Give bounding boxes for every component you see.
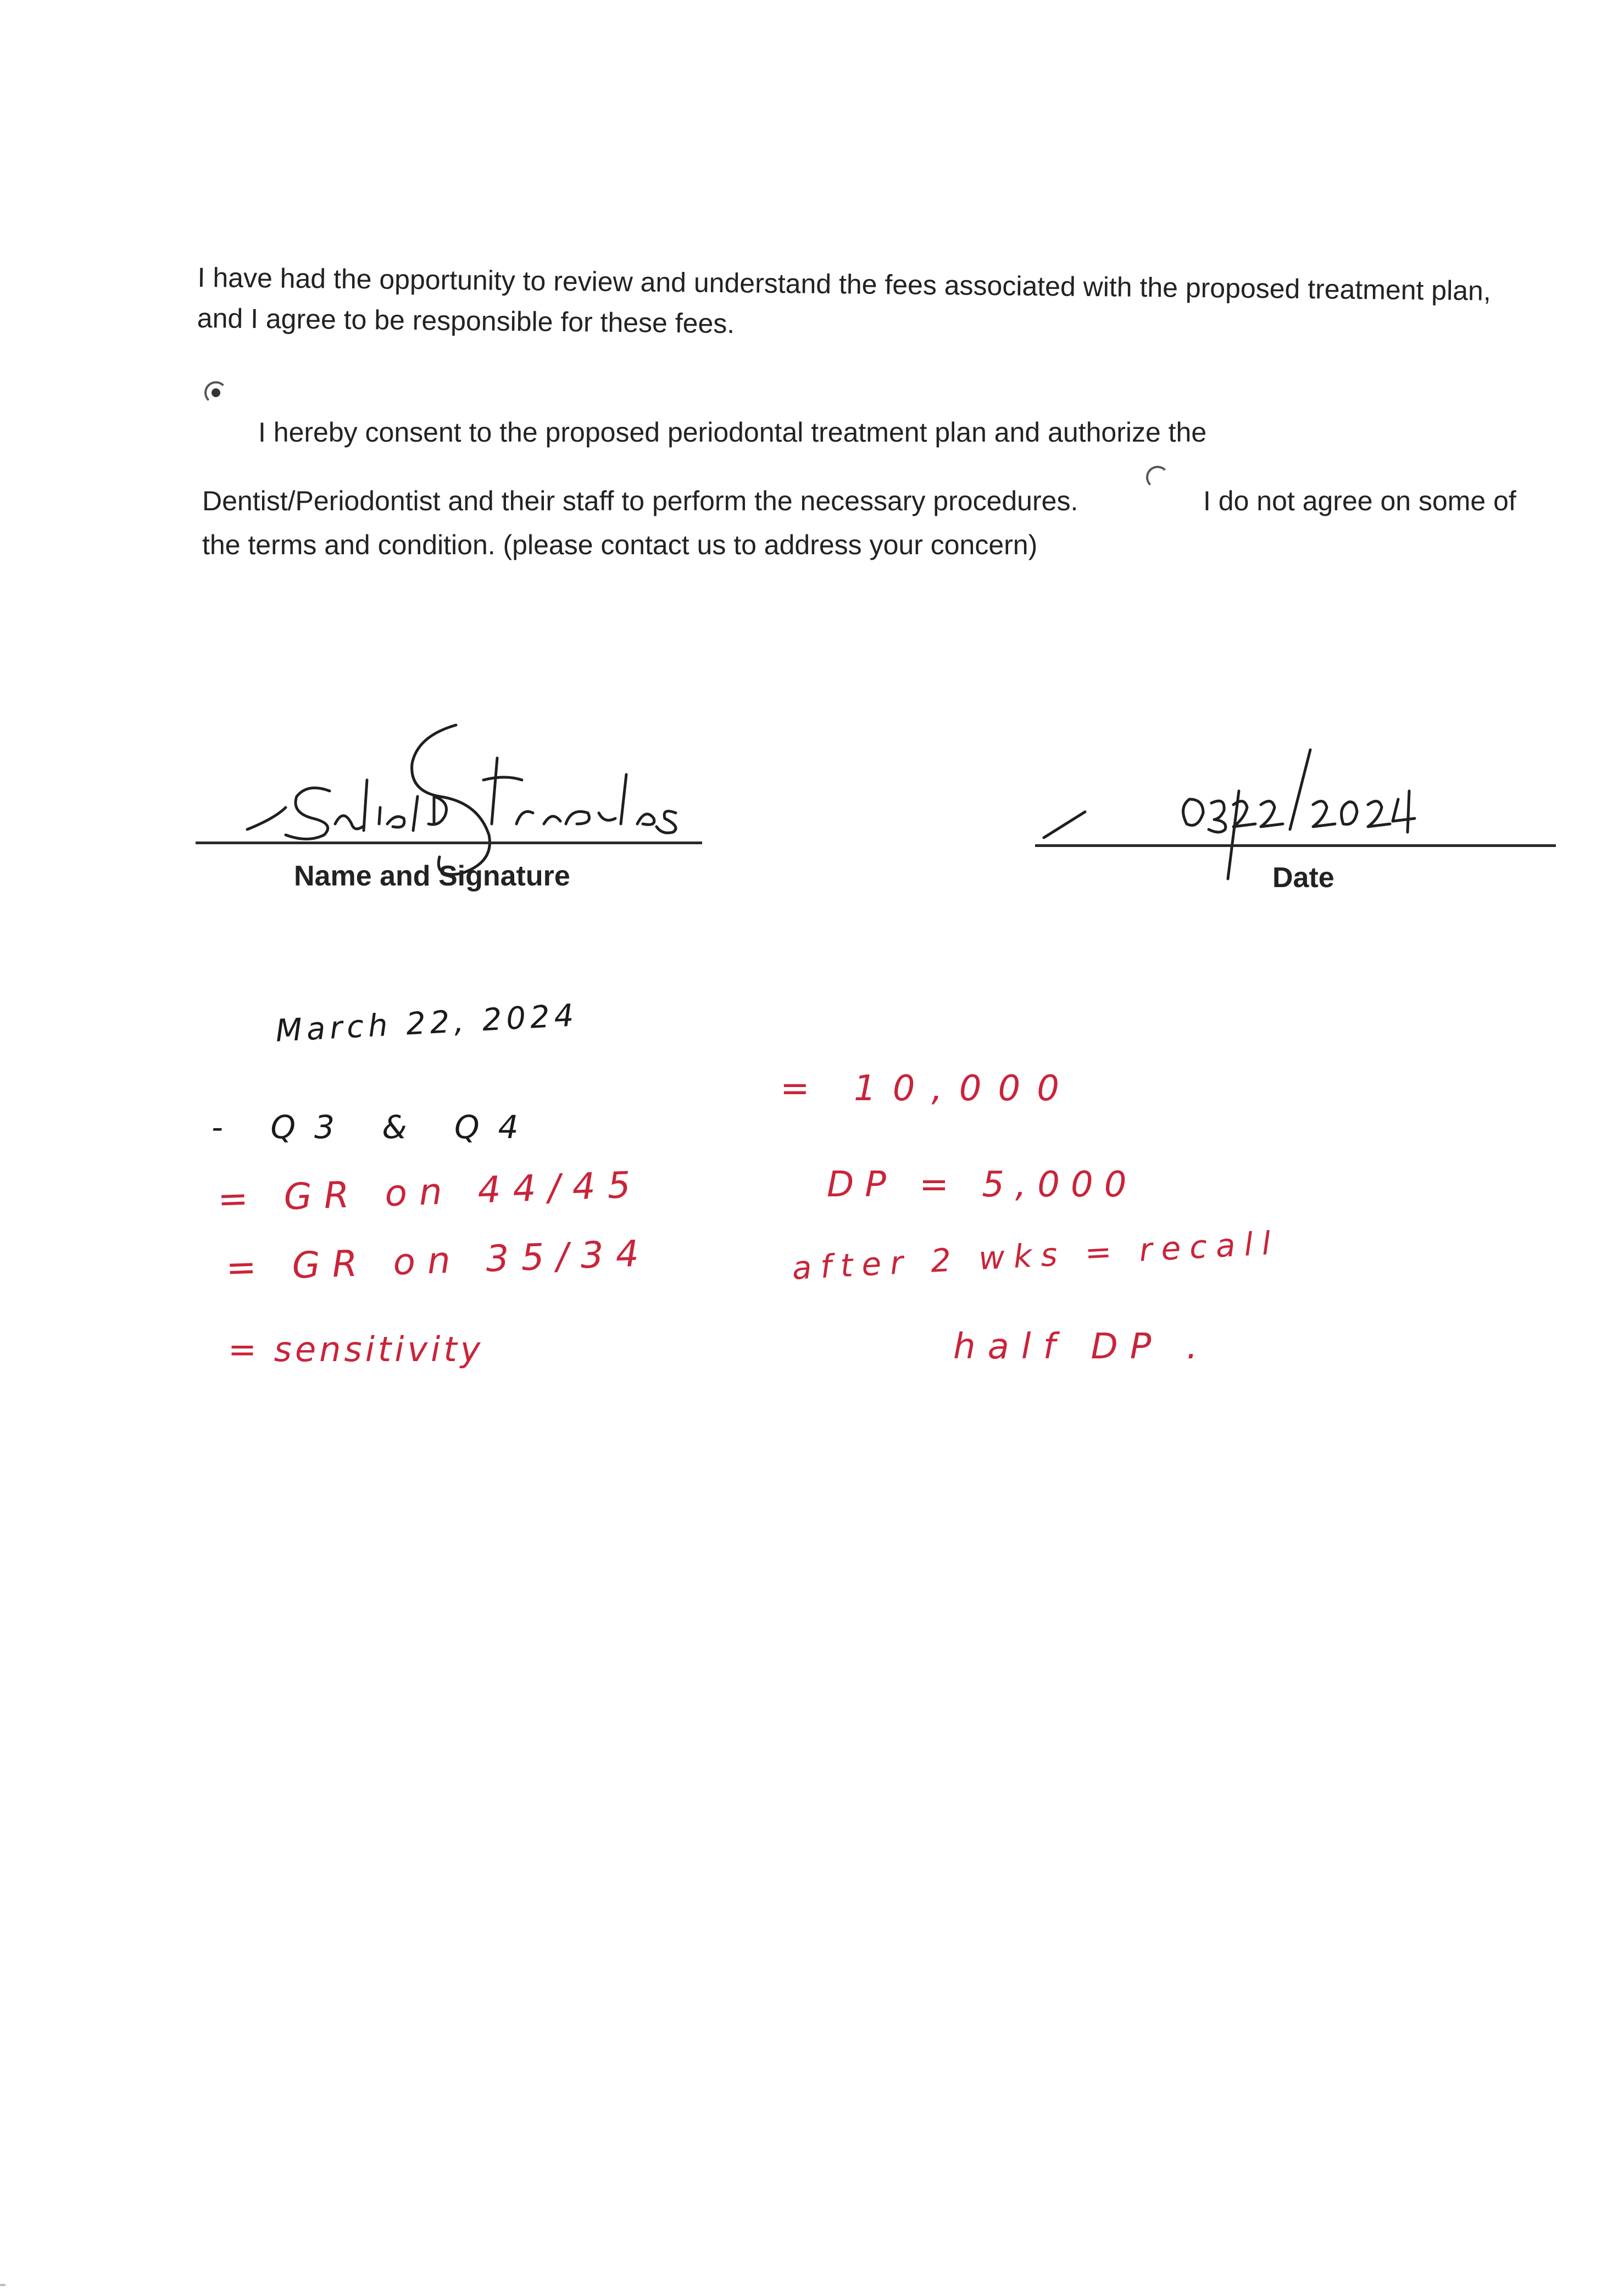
- disagree-text-line2: the terms and condition. (please contact us to address your concern): [202, 530, 1038, 560]
- signature-line: [196, 842, 702, 844]
- name-and-signature-caption: Name and Signature: [294, 860, 570, 892]
- notes-left-line1: - Q3 & Q4: [212, 1108, 537, 1146]
- date-line: [1035, 844, 1556, 847]
- notes-right-line1: = 10,000: [780, 1068, 1076, 1109]
- scan-artifact: [0, 2284, 5, 2286]
- notes-right-line2: DP = 5,000: [827, 1164, 1138, 1205]
- notes-left-line4: = sensitivity: [228, 1329, 484, 1369]
- consent-text-line2: Dentist/Periodontist and their staff to perform the necessary procedures.: [202, 486, 1078, 516]
- date-caption: Date: [1272, 862, 1334, 894]
- disagree-text-line1: I do not agree on some of: [1203, 486, 1516, 516]
- notes-right-line3: after 2 wks = recall: [791, 1224, 1281, 1287]
- notes-left-line2: = GR on 44/45: [217, 1163, 643, 1221]
- notes-right-line4: half DP .: [953, 1327, 1210, 1367]
- signature-stroke: [247, 807, 286, 829]
- fees-acknowledgement-paragraph: I have had the opportunity to review and understand the fees associated with the proposed treatment plan, and I agree to be responsible for these fees.: [197, 261, 1492, 339]
- notes-left-line3: = GR on 35/34: [225, 1231, 652, 1289]
- consent-text-line1: I hereby consent to the proposed periodontal treatment plan and authorize the: [258, 417, 1207, 448]
- notes-date: March 22, 2024: [275, 997, 579, 1049]
